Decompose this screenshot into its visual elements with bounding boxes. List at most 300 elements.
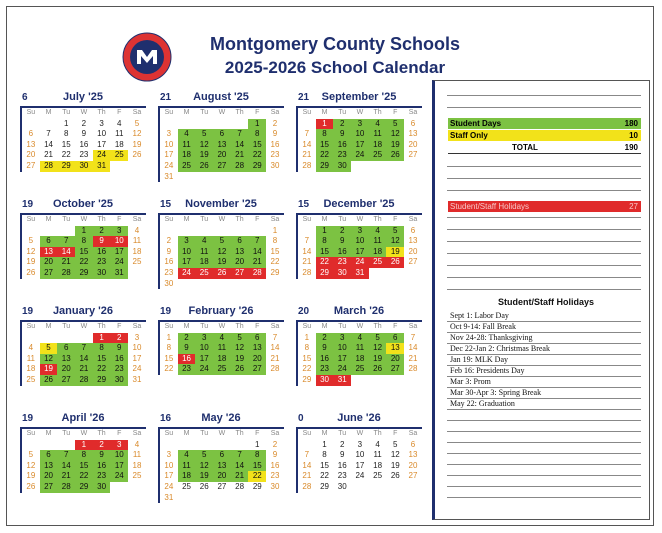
calendar-empty-cell [386, 268, 404, 279]
calendar-day: 5 [393, 439, 398, 449]
calendar-empty-cell [22, 333, 40, 344]
holidays-title: Student/Staff Holidays [497, 297, 594, 307]
calendar-empty-cell [248, 493, 266, 504]
calendar-empty-cell [298, 440, 316, 451]
calendar-day: 31 [164, 171, 174, 181]
calendar-day: 15 [270, 246, 280, 256]
calendar-empty-cell [22, 440, 40, 451]
calendar-day: 5 [195, 129, 213, 140]
calendar-day: 10 [97, 129, 107, 139]
weekday-label: Su [26, 216, 36, 223]
calendar-day: 21 [270, 353, 280, 363]
month-header [20, 199, 146, 215]
calendar-day: 29 [316, 161, 334, 172]
calendar-day: 12 [195, 140, 213, 151]
calendar-day: 29 [57, 161, 75, 172]
holidays-bar [448, 201, 641, 212]
weekday-label: Sa [408, 430, 418, 437]
weekday-label: M [321, 109, 328, 116]
calendar-day: 7 [410, 332, 416, 342]
weekday-label: Su [164, 216, 174, 223]
calendar-day: 10 [351, 236, 369, 247]
calendar-day: 11 [351, 343, 369, 354]
calendar-day: 14 [302, 139, 312, 149]
month-grid [158, 108, 284, 182]
calendar-day: 23 [333, 150, 351, 161]
calendar-empty-cell [178, 119, 196, 130]
calendar-day: 18 [351, 354, 369, 365]
calendar-day: 5 [231, 333, 249, 344]
calendar-day: 28 [75, 375, 93, 386]
student-days-label: Student Days [450, 119, 502, 128]
calendar-day: 16 [110, 354, 128, 365]
calendar-day: 8 [93, 343, 111, 354]
month-header [20, 92, 146, 108]
calendar-day: 20 [40, 257, 58, 268]
calendar-day: 15 [302, 353, 312, 363]
weekday-label: F [393, 323, 398, 330]
calendar-day: 19 [132, 139, 142, 149]
calendar-day: 21 [302, 150, 312, 160]
calendar-empty-cell [195, 172, 213, 183]
holiday-item: Sept 1: Labor Day [450, 311, 509, 320]
weekday-label: Th [235, 109, 244, 116]
calendar-day: 7 [304, 450, 310, 460]
calendar-day: 4 [213, 333, 231, 344]
calendar-day: 20 [386, 354, 404, 365]
weekday-label: Th [235, 323, 244, 330]
calendar-day: 17 [97, 139, 107, 149]
calendar-day: 30 [270, 481, 280, 491]
calendar-day: 4 [178, 450, 196, 461]
calendar-day: 30 [316, 375, 334, 386]
calendar-day: 9 [93, 450, 111, 461]
weekday-label: Su [164, 430, 174, 437]
calendar-day: 5 [369, 333, 387, 344]
calendar-day: 5 [386, 226, 404, 237]
calendar-empty-cell [57, 226, 75, 237]
calendar-day: 31 [333, 375, 351, 386]
weekday-label: Tu [200, 430, 209, 437]
calendar-day: 31 [132, 374, 142, 384]
calendar-empty-cell [231, 226, 249, 237]
weekday-label: Tu [200, 109, 209, 116]
calendar-day: 31 [164, 492, 174, 502]
month-header [296, 92, 422, 108]
holiday-item: Nov 24-28: Thanksgiving [450, 333, 533, 342]
calendar-day: 17 [178, 257, 196, 268]
calendar-day: 5 [40, 343, 58, 354]
calendar-empty-cell [110, 482, 128, 493]
holiday-item: Mar 3: Prom [450, 377, 491, 386]
calendar-day: 25 [182, 481, 191, 491]
calendar-day: 23 [79, 150, 89, 160]
total-value: 190 [624, 143, 638, 152]
calendar-day: 8 [272, 236, 278, 246]
calendar-day: 21 [75, 364, 93, 375]
calendar-day: 3 [195, 333, 213, 344]
calendar-day: 21 [57, 257, 75, 268]
holidays-bar-value: 27 [629, 202, 638, 211]
calendar-day: 4 [195, 236, 213, 247]
weekday-label: Sa [270, 430, 280, 437]
calendar-day: 27 [40, 268, 58, 279]
weekday-label: M [45, 109, 52, 116]
student-days-bar [448, 118, 641, 129]
calendar-day: 3 [110, 440, 128, 451]
calendar-day: 18 [178, 471, 196, 482]
staff-only-label: Staff Only [450, 131, 488, 140]
calendar-empty-cell [213, 226, 231, 237]
calendar-day: 22 [248, 471, 266, 482]
weekday-label: Tu [62, 109, 71, 116]
calendar-day: 24 [164, 160, 174, 170]
calendar-day: 28 [302, 160, 312, 170]
blank-rule [447, 420, 641, 421]
calendar-day: 26 [195, 161, 213, 172]
calendar-day: 9 [166, 246, 172, 256]
calendar-day: 15 [248, 461, 266, 472]
calendar-empty-cell [266, 493, 284, 504]
calendar-day: 9 [333, 236, 351, 247]
calendar-day: 11 [213, 343, 231, 354]
calendar-empty-cell [266, 279, 284, 290]
calendar-day: 7 [231, 129, 249, 140]
calendar-day: 11 [26, 353, 35, 363]
calendar-day: 12 [390, 450, 400, 460]
calendar-day: 13 [213, 140, 231, 151]
calendar-day: 26 [26, 267, 36, 277]
calendar-day: 13 [231, 247, 249, 258]
calendar-day: 22 [61, 150, 71, 160]
month-calendar [158, 413, 284, 503]
calendar-day: 27 [40, 482, 58, 493]
calendar-day: 13 [408, 236, 418, 246]
calendar-day: 7 [231, 450, 249, 461]
calendar-day: 6 [213, 450, 231, 461]
calendar-day: 3 [110, 226, 128, 237]
calendar-empty-cell [195, 493, 213, 504]
calendar-day: 28 [235, 481, 245, 491]
calendar-day: 26 [40, 375, 58, 386]
calendar-day: 20 [408, 246, 418, 256]
calendar-day: 6 [410, 225, 416, 235]
weekday-label: Sa [132, 430, 142, 437]
month-calendar [20, 199, 146, 279]
calendar-day: 20 [408, 139, 418, 149]
calendar-day: 2 [178, 333, 196, 344]
calendar-empty-cell [213, 440, 231, 451]
calendar-day: 22 [316, 257, 334, 268]
weekday-label: M [45, 216, 52, 223]
weekday-label: F [117, 430, 122, 437]
weekday-label: Th [235, 216, 244, 223]
calendar-day: 16 [333, 140, 351, 151]
calendar-day: 21 [231, 150, 249, 161]
school-name: Montgomery County Schools [209, 34, 460, 54]
month-day-count: 6 [22, 92, 28, 103]
calendar-day: 6 [213, 129, 231, 140]
calendar-day: 18 [26, 364, 36, 374]
calendar-day: 17 [195, 354, 213, 365]
weekday-label: M [321, 323, 328, 330]
calendar-day: 31 [351, 268, 369, 279]
calendar-empty-cell [386, 375, 404, 386]
calendar-day: 22 [93, 364, 111, 375]
calendar-day: 27 [408, 471, 418, 481]
calendar-day: 19 [213, 257, 231, 268]
calendar-day: 23 [110, 364, 128, 375]
calendar-day: 10 [333, 343, 351, 354]
calendar-day: 13 [213, 461, 231, 472]
calendar-day: 19 [26, 471, 36, 481]
month-calendar [296, 92, 422, 172]
calendar-day: 4 [178, 129, 196, 140]
calendar-empty-cell [128, 268, 146, 279]
calendar-day: 19 [386, 247, 404, 258]
staff-only-bar [448, 130, 641, 141]
calendar-day: 4 [134, 439, 140, 449]
weekday-label: Sa [132, 323, 142, 330]
calendar-day: 16 [178, 354, 196, 365]
month-header [158, 92, 284, 108]
calendar-day: 6 [248, 333, 266, 344]
calendar-empty-cell [369, 375, 387, 386]
calendar-day: 15 [61, 139, 71, 149]
month-day-count: 15 [160, 199, 172, 210]
month-day-count: 20 [298, 306, 310, 317]
calendar-empty-cell [195, 440, 213, 451]
calendar-empty-cell [298, 226, 316, 237]
calendar-empty-cell [195, 119, 213, 130]
calendar-day: 3 [99, 118, 104, 128]
calendar-day: 14 [57, 461, 75, 472]
calendar-day: 24 [351, 257, 369, 268]
calendar-empty-cell [404, 161, 422, 172]
calendar-day: 26 [132, 150, 142, 160]
weekday-label: F [255, 109, 260, 116]
calendar-day: 7 [46, 129, 51, 139]
calendar-day: 26 [386, 150, 404, 161]
calendar-day: 27 [408, 257, 418, 267]
calendar-day: 30 [93, 482, 111, 493]
calendar-day: 16 [93, 247, 111, 258]
calendar-day: 9 [81, 129, 87, 139]
calendar-empty-cell [248, 172, 266, 183]
calendar-empty-cell [160, 119, 178, 130]
weekday-label: Tu [200, 323, 209, 330]
calendar-day: 21 [302, 257, 312, 267]
calendar-day: 2 [272, 118, 278, 128]
weekday-label: Sa [408, 109, 418, 116]
calendar-day: 27 [213, 161, 231, 172]
calendar-day: 25 [369, 150, 387, 161]
calendar-day: 30 [333, 268, 351, 279]
calendar-empty-cell [298, 119, 316, 130]
calendar-empty-cell [248, 279, 266, 290]
calendar-day: 15 [93, 354, 111, 365]
calendar-empty-cell [178, 493, 196, 504]
calendar-day: 1 [272, 225, 278, 235]
calendar-day: 10 [164, 139, 174, 149]
weekday-label: Sa [270, 216, 280, 223]
month-header [296, 413, 422, 429]
calendar-day: 12 [231, 343, 249, 354]
calendar-empty-cell [231, 119, 249, 130]
month-name: October '25 [52, 198, 114, 210]
weekday-label: M [45, 430, 52, 437]
calendar-day: 4 [351, 333, 369, 344]
calendar-day: 18 [178, 150, 196, 161]
calendar-day: 22 [302, 364, 312, 374]
weekday-label: W [218, 216, 226, 223]
weekday-label: F [117, 216, 122, 223]
calendar-day: 15 [320, 460, 329, 470]
calendar-day: 20 [248, 354, 266, 365]
calendar-day: 7 [75, 343, 93, 354]
calendar-day: 19 [195, 150, 213, 161]
calendar-day: 27 [26, 160, 36, 170]
calendar-day: 14 [231, 461, 249, 472]
month-calendar [20, 413, 146, 493]
calendar-day: 20 [408, 460, 418, 470]
calendar-day: 11 [132, 236, 142, 246]
month-header [296, 306, 422, 322]
calendar-day: 24 [93, 150, 111, 161]
calendar-day: 6 [231, 236, 249, 247]
month-name: July '25 [63, 91, 103, 103]
blank-rule [447, 475, 641, 476]
calendar-day: 19 [40, 364, 58, 375]
calendar-day: 7 [57, 236, 75, 247]
weekday-label: Th [97, 430, 106, 437]
calendar-day: 23 [316, 364, 334, 375]
calendar-day: 25 [351, 364, 369, 375]
calendar-day: 8 [248, 450, 266, 461]
calendar-day: 15 [75, 247, 93, 258]
weekday-label: Tu [338, 109, 347, 116]
calendar-day: 11 [132, 450, 142, 460]
calendar-empty-cell [231, 440, 249, 451]
weekday-label: Sa [408, 323, 418, 330]
calendar-day: 16 [164, 257, 174, 267]
calendar-empty-cell [160, 226, 178, 237]
calendar-day: 19 [231, 354, 249, 365]
calendar-day: 12 [195, 461, 213, 472]
staff-only-value: 10 [629, 131, 638, 140]
month-grid [20, 322, 146, 386]
district-logo [122, 32, 172, 82]
calendar-empty-cell [404, 268, 422, 279]
calendar-day: 17 [351, 140, 369, 151]
calendar-day: 26 [26, 481, 36, 491]
month-day-count: 16 [160, 413, 172, 424]
calendar-empty-cell [110, 161, 128, 172]
calendar-day: 28 [57, 482, 75, 493]
calendar-day: 28 [302, 267, 312, 277]
calendar-day: 3 [333, 333, 351, 344]
weekday-label: Tu [62, 216, 71, 223]
weekday-label: M [321, 216, 328, 223]
calendar-day: 18 [195, 257, 213, 268]
calendar-day: 10 [110, 450, 128, 461]
calendar-empty-cell [178, 279, 196, 290]
month-grid [20, 108, 146, 172]
calendar-day: 15 [164, 353, 174, 363]
holiday-item: Jan 19: MLK Day [450, 355, 508, 364]
calendar-day: 12 [132, 129, 142, 139]
calendar-day: 14 [44, 139, 53, 149]
calendar-day: 9 [93, 236, 111, 247]
calendar-day: 13 [408, 129, 418, 139]
weekday-label: M [321, 430, 328, 437]
weekday-label: Sa [408, 216, 418, 223]
calendar-day: 9 [316, 343, 334, 354]
calendar-day: 9 [110, 343, 128, 354]
month-calendar [158, 306, 284, 375]
calendar-day: 18 [114, 139, 124, 149]
calendar-day: 30 [164, 278, 174, 288]
weekday-label: Su [302, 216, 312, 223]
calendar-day: 30 [333, 161, 351, 172]
weekday-label: Th [97, 323, 106, 330]
calendar-day: 9 [339, 450, 345, 460]
calendar-day: 22 [75, 471, 93, 482]
weekday-label: W [356, 109, 364, 116]
calendar-day: 30 [270, 160, 280, 170]
weekday-label: Su [164, 109, 174, 116]
calendar-day: 10 [355, 450, 365, 460]
calendar-day: 6 [57, 343, 75, 354]
weekday-label: M [45, 323, 52, 330]
weekday-label: Su [26, 109, 36, 116]
weekday-label: Th [97, 109, 106, 116]
calendar-day: 25 [132, 257, 142, 267]
weekday-label: Sa [132, 109, 142, 116]
calendar-day: 22 [248, 150, 266, 161]
calendar-day: 23 [93, 257, 111, 268]
calendar-day: 24 [110, 471, 128, 482]
weekday-label: Su [26, 323, 36, 330]
calendar-day: 5 [28, 236, 34, 246]
month-name: December '25 [323, 198, 395, 210]
calendar-empty-cell [248, 226, 266, 237]
calendar-day: 29 [316, 268, 334, 279]
month-header [296, 199, 422, 215]
calendar-day: 6 [386, 333, 404, 344]
month-calendar [20, 92, 146, 172]
calendar-empty-cell [231, 493, 249, 504]
month-day-count: 21 [160, 92, 172, 103]
month-grid [158, 215, 284, 289]
calendar-day: 5 [134, 118, 140, 128]
calendar-day: 2 [93, 226, 111, 237]
month-header [158, 306, 284, 322]
calendar-day: 20 [231, 257, 249, 268]
calendar-day: 11 [369, 129, 387, 140]
calendar-day: 3 [357, 439, 363, 449]
weekday-label: F [393, 109, 398, 116]
calendar-day: 16 [337, 460, 347, 470]
calendar-day: 4 [369, 119, 387, 130]
holiday-item: Oct 9-14: Fall Break [450, 322, 516, 331]
calendar-day: 24 [195, 364, 213, 375]
calendar-day: 19 [26, 257, 36, 267]
calendar-day: 2 [81, 118, 87, 128]
calendar-day: 14 [270, 343, 280, 353]
calendar-day: 3 [178, 236, 196, 247]
calendar-day: 16 [93, 461, 111, 472]
